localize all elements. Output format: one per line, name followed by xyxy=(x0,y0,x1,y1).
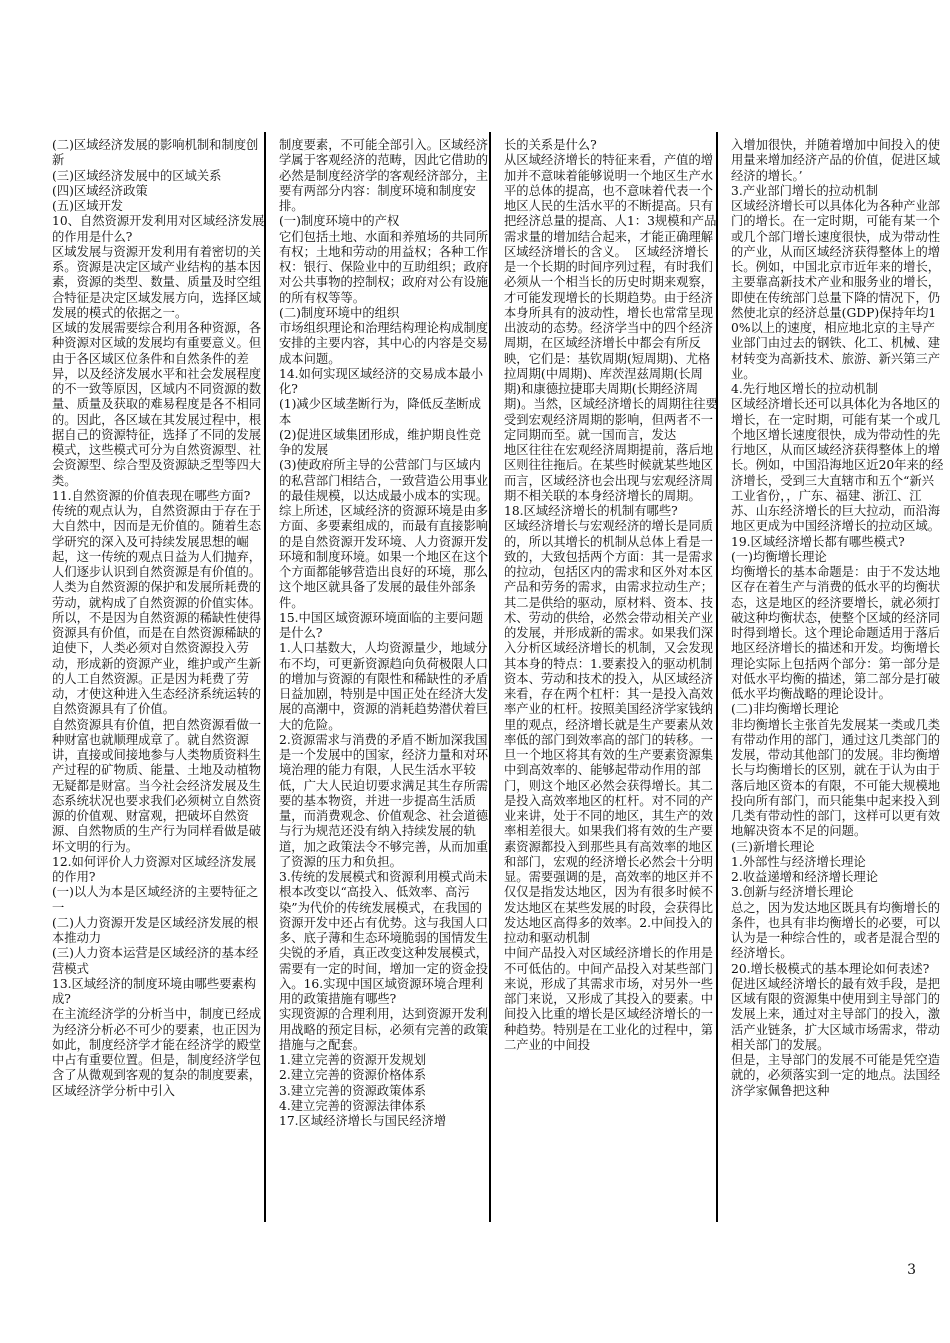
text-column-1: (二)区域经济发展的影响机制和制度创新 (三)区域经济发展中的区域关系 (四)区域经济政策 (五)区域开发 10、自然资源开发利用对区域经济发展的作用是什么? 区域发展与资源开发利用有着密切的关系。资源是决定区域产业结构的基本因素，资源的类型、数量、质量及时空组合特征是决定区域发展方向，选择区域发展的模式的依据之一。 区域的发展需要综合利用各种资源，各种资源对区域的发展均有重要意义。但由于各区域区位条件和自然条件的差异，以及经济发展水平和社会发展程度的不一致等原因，区域内不同资源的数量、质量及获取的难易程度是各不相同的。因此，各区域在其发展过程中，根据自己的资源特征，选择了不同的发展模式，这些模式可分为自然资源型、社会资源型、综合型及资源缺乏型等四大类。 11.自然资源的价值表现在哪些方面? 传统的观点认为，自然资源由于存在于大自然中，因而是无价值的。随着生态学研究的深入及可持续发展思想的崛起，这一传统的观点日益为人们抛弃，人们逐步认识到自然资源是有价值的。 人类为自然资源的保护和发展所耗费的劳动，就构成了自然资源的价值实体。所以，不是因为自然资源的稀缺性使得资源具有价值，而是在自然资源稀缺的迫使下，人类必须对自然资源投入劳动，形成新的资源产业，维护或产生新的人工自然资源。正是因为耗费了劳动，才使这种进入生态经济系统运转的自然资源具有了价值。 自然资源具有价值，把自然资源看做一种财富也就顺理成章了。就自然资源讲，直接或间接地参与人类物质资料生产过程的矿物质、能量、土地及动植物无疑都是财富。当今社会经济发展及生态系统状况也要求我们必须树立自然资源的价值观、财富观，把破坏自然资源、自然物质的生产行为同样看做是破坏文明的行为。 12.如何评价人力资源对区域经济发展的作用? (一)以人为本是区域经济的主要特征之一 (二)人力资源开发是区域经济发展的根本推动力 (三)人力资本运营是区域经济的基本经营模式 13.区域经济的制度环境由哪些要素构成? 在主流经济学的分析当中，制度已经成为经济分析必不可少的要素，也正因为如此，制度经济学才能在经济学的殿堂中占有重要位置。但是，制度经济学包含了从微观到客观的复杂的制度要素，区域经济学分析中引入 xyxy=(52,138,265,1098)
page-number: 3 xyxy=(907,1262,916,1278)
text-column-3: 长的关系是什么? 从区域经济增长的特征来看，产值的增加并不意味着能够说明一个地区生产水平的总体的提高，也不意味着代表一个地区人民的生活水平的不断提高。只有把经济总量的提高、人1：3规模和产品需求量的增加结合起来，才能正确理解区域经济增长的含义。 区域经济增长是一个长期的时间序列过程，有时我们必须从一个相当长的历史时期来观察，才可能发现增长的长期趋势。由于经济本身所具有的波动性，增长也常常呈现出波动的态势。经济学当中的四个经济周期，在区域经济增长中都会有所反映，它们是：基钦周期(短周期)、尤格拉周期(中周期)、库茨涅兹周期(长周期)和康德拉捷耶夫周期(长期经济周期)。当然，区域经济增长的周期往往要受到宏观经济周期的影响，但两者不一定同期而至。就一国而言，发达 地区往往在宏观经济周期提前，落后地区则往往拖后。在某些时候就某些地区而言，区域经济也会出现与宏观经济周期不相关联的本身经济增长的周期。 18.区域经济增长的机制有哪些? 区域经济增长与宏观经济的增长是同质的，所以其增长的机制从总体上看是一致的，大致包括两个方面：其一是需求的拉动，包括区内的需求和区外对本区产品和劳务的需求，由需求拉动生产；其二是供给的驱动，原材料、资本、技术、劳动的供给，必然会带动相关产业的发展，并形成新的需求。如果我们深入分析区域经济增长的机制，又会发现其本身的特点：1.要素投入的驱动机制 资本、劳动和技术的投入，从区域经济来看，存在两个杠杆：其一是投入高效率产业的杠杆。按照美国经济学家钱纳里的观点，经济增长就是生产要素从效率低的部门到效率高的部门的转移。一旦一个地区将其有效的生产要素资源集中到高效率的、能够起带动作用的部门，则这个地区必然会获得增长。其二是投入高效率地区的杠杆。对不同的产业来讲，处于不同的地区，其生产的效率相差很大。如果我们将有效的生产要素资源都投入到那些具有高效率的地区和部门，宏观的经济增长必然会十分明显。需要强调的是，高效率的地区并不仅仅是指发达地区，因为有很多时候不发达地区在某些发展的时段，会获得比发达地区高得多的效率。2.中间投入的拉动和驱动机制 中间产品投入对区域经济增长的作用是不可低估的。中间产品投入对某些部门来说，形成了其需求市场，对另外一些部门来说，又形成了其投入的要素。中间投入比重的增长是区域经济增长的一种趋势。特别是在工业化的过程中，第二产业的中间投 xyxy=(504,138,718,1052)
text-column-2: 制度要素，不可能全部引入。区域经济学属于客观经济的范畴，因此它借助的必然是制度经济学的客观经济部分，主要有两部分内容：制度环境和制度安排。 (一)制度环境中的产权 它们包括土地、水面和养殖场的共同所有权；土地和劳动的用益权；各种工作权：银行、保险业中的互助组织；政府对公共事物的控制权；政府对公有设施的所有权等等。 (二)制度环境中的组织 市场组织理论和治理结构理论构成制度安排的主要内容，其中心的内容是交易成本问题。 14.如何实现区域经济的交易成本最小化? (1)减少区域垄断行为，降低反垄断成本 (2)促进区域集团形成，维护期良性竞争的发展 (3)使政府所主导的公营部门与区域内的私营部门相结合，一致营造公用事业的最佳规模，以达成最小成本的实现。 综上所述，区域经济的资源环境是由多方面、多要素组成的，而最有直接影响的是自然资源开发环境、人力资源开发环境和制度环境。如果一个地区在这个个方面都能够营造出良好的环境，那么这个地区就具备了发展的最佳外部条件。 15.中国区域资源环境面临的主要问题是什么? 1.人口基数大，人均资源量少，地域分布不均，可更新资源趋向负荷极限人口的增加与资源的有限性和稀缺性的矛盾日益加剧，特别是中国正处在经济大发展的高潮中，资源的消耗趋势潜伏着巨大的危险。 2.资源需求与消费的矛盾不断加深我国是一个发展中的国家，经济力量和对环境治理的能力有限，人民生活水平较低，广大人民迫切要求满足其生存所需要的基本物资，并进一步提高生活质量，而消费观念、价值观念、社会道德与行为规范还没有纳入持续发展的轨道，加之政策法令不够完善，从而加重了资源的压力和负担。 3.传统的发展模式和资源利用模式尚未根本改变以“高投入、低效率、高污染”为代价的传统发展模式，在我国的资源开发中还占有优势。这与我国人口多、底子薄和生态环境脆弱的国情发生尖锐的矛盾，真正改变这种发展模式，需要有一定的时间，增加一定的资金投入。16.实现中国区域资源环境合理利用的政策措施有哪些? 实现资源的合理利用，达到资源开发利用战略的预定目标，必须有完善的政策措施与之配套。 1.建立完善的资源开发规划 2.建立完善的资源价格体系 3.建立完善的资源政策体系 4.建立完善的资源法律体系 17.区域经济增长与国民经济增 xyxy=(279,138,489,1128)
text-column-4: 入增加很快，并随着增加中间投入的使用量来增加经济产品的价值，促进区域经济的增长。’ 3.产业部门增长的拉动机制 区域经济增长可以具体化为各种产业部门的增长。在一定时期，可能有某一个或几个部门增长速度很快，成为带动性的产业，从而区域经济获得整体上的增长。例如，中国北京市近年来的增长，主要靠高新技术产业和服务业的增长，即使在传统部门总量下降的情况下，仍然使北京的经济总量(GDP)保持年均10%以上的速度，相应地北京的主导产业部门由过去的钢铁、化工、机械、建材转变为高新技术、旅游、新兴第三产业。 4.先行地区增长的拉动机制 区域经济增长还可以具体化为各地区的增长，在一定时期，可能有某一个或几个地区增长速度很快，成为带动性的先行地区，从而区域经济获得整体上的增长。例如，中国沿海地区近20年来的经济增长，受到三大直辖市和五个“新兴工业省份，，广东、福建、浙江、江苏、山东经济增长的巨大拉动，而沿海地区更成为中国经济增长的拉动区域。 19.区域经济增长都有哪些模式? (一)均衡增长理论 均衡增长的基本命题是：由于不发达地区存在着生产与消费的低水平的均衡状态，这是地区的经济要增长，就必须打破这种均衡状态，使整个区域的经济同时得到增长。这个理论命题适用于落后地区经济增长的描述和开发。均衡增长理论实际上包括两个部分：第一部分是对低水平均衡的描述，第二部分是打破低水平均衡战略的理论设计。 (二)非均衡增长理论 非均衡增长主张首先发展某一类或几类有带动作用的部门，通过这几类部门的发展，带动其他部门的发展。非均衡增长与均衡增长的区别，就在于认为由于落后地区资本的有限，不可能大规模地投向所有部门，而只能集中起来投入到几类有带动性的部门，这样可以更有效地解决资本不足的问题。 (三)新增长理论 1.外部性与经济增长理论 2.收益递增和经济增长理论 3.创新与经济增长理论 总之，因为发达地区既具有均衡增长的条件，也具有非均衡增长的必要，可以认为是一种综合性的，或者是混合型的经济增长。 20.增长极模式的基本理论如何表述? 促进区域经济增长的最有效手段，是把区域有限的资源集中使用到主导部门的发展上来，通过对主导部门的投入，激活产业链条，扩大区域市场需求，带动相关部门的发展。 但是，主导部门的发展不可能是凭空造就的，必须落实到一定的地点。法国经济学家佩鲁把这种 xyxy=(731,138,944,1098)
